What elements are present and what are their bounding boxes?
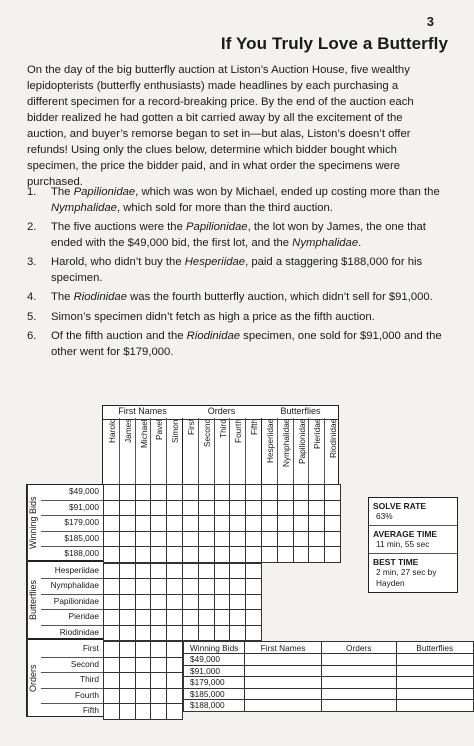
grid-cell[interactable] — [246, 485, 262, 501]
summary-answer-cell[interactable] — [321, 654, 396, 666]
row-divider — [41, 515, 104, 516]
best-time-block — [369, 554, 457, 592]
grid-cell[interactable] — [135, 704, 151, 720]
summary-answer-cell[interactable] — [245, 700, 322, 712]
grid-cell[interactable] — [119, 657, 135, 673]
grid-cell[interactable] — [119, 625, 135, 641]
grid-cell[interactable] — [183, 516, 199, 532]
row-label-bid: $188,000 — [64, 548, 99, 558]
grid-cell[interactable] — [135, 547, 151, 563]
grid-cell[interactable] — [135, 642, 151, 658]
grid-cell[interactable] — [167, 579, 183, 595]
clue-number: 2. — [27, 221, 37, 233]
grid-cell[interactable] — [214, 625, 230, 641]
grid-cell[interactable] — [198, 610, 214, 626]
grid-cell[interactable] — [151, 625, 167, 641]
grid-cell[interactable] — [262, 500, 278, 516]
grid-cell[interactable] — [119, 485, 135, 501]
grid-cell[interactable] — [135, 485, 151, 501]
grid-cell[interactable] — [183, 594, 199, 610]
grid-cell[interactable] — [230, 610, 246, 626]
grid-cell[interactable] — [135, 563, 151, 579]
summary-bid: $49,000 — [184, 654, 245, 666]
logic-grid-block — [103, 484, 183, 563]
grid-cell[interactable] — [230, 547, 246, 563]
summary-answer-cell[interactable] — [245, 688, 322, 700]
column-divider — [135, 418, 136, 484]
grid-cell[interactable] — [214, 485, 230, 501]
grid-cell[interactable] — [119, 563, 135, 579]
summary-header: Winning Bids — [184, 642, 245, 654]
grid-cell[interactable] — [230, 500, 246, 516]
grid-cell[interactable] — [293, 547, 309, 563]
grid-cell[interactable] — [135, 594, 151, 610]
summary-answer-cell[interactable] — [245, 677, 322, 689]
grid-cell[interactable] — [183, 500, 199, 516]
page-number: 3 — [426, 14, 434, 29]
col-label-nymphalidae: Nymphalidae — [280, 419, 291, 468]
grid-cell[interactable] — [104, 563, 120, 579]
grid-cell[interactable] — [198, 579, 214, 595]
grid-cell[interactable] — [104, 625, 120, 641]
grid-cell[interactable] — [104, 516, 120, 532]
logic-grid-block — [182, 563, 262, 642]
logic-grid-block — [261, 484, 341, 563]
row-label-hesperiidae: Hesperiidae — [54, 564, 99, 575]
summary-table — [183, 641, 474, 712]
grid-cell[interactable] — [167, 500, 183, 516]
row-divider — [41, 546, 104, 547]
grid-cell[interactable] — [167, 563, 183, 579]
logic-grid-block — [103, 641, 183, 720]
column-divider — [324, 418, 325, 484]
grid-cell[interactable] — [151, 579, 167, 595]
row-divider — [41, 672, 104, 673]
row-divider — [41, 531, 104, 532]
clue-item — [27, 290, 447, 306]
column-divider — [214, 418, 215, 484]
grid-cell[interactable] — [104, 485, 120, 501]
grid-cell[interactable] — [167, 485, 183, 501]
solve-rate-label: SOLVE RATE — [373, 501, 427, 511]
grid-cell[interactable] — [151, 594, 167, 610]
grid-cell[interactable] — [167, 688, 183, 704]
summary-answer-cell[interactable] — [396, 654, 474, 666]
grid-cell[interactable] — [214, 547, 230, 563]
grid-cell[interactable] — [309, 500, 325, 516]
grid-cell[interactable] — [214, 563, 230, 579]
column-divider — [277, 418, 278, 484]
summary-answer-cell[interactable] — [396, 700, 474, 712]
clue-item — [27, 255, 447, 286]
average-time-label: AVERAGE TIME — [373, 529, 438, 539]
grid-cell[interactable] — [151, 610, 167, 626]
grid-cell[interactable] — [214, 516, 230, 532]
summary-bid: $185,000 — [184, 688, 245, 700]
grid-cell[interactable] — [214, 579, 230, 595]
grid-cell[interactable] — [246, 579, 262, 595]
row-label-bid: $185,000 — [64, 532, 99, 543]
clue-item — [27, 220, 447, 251]
column-divider — [198, 418, 199, 484]
col-label-fifth: Fifth — [249, 419, 260, 436]
grid-cell[interactable] — [325, 531, 341, 547]
group-label-first-names: First Names — [118, 406, 167, 416]
row-label-bid: $179,000 — [64, 517, 99, 527]
puzzle-title: If You Truly Love a Butterfly — [220, 34, 448, 53]
solve-rate-block — [369, 498, 457, 526]
grid-cell[interactable] — [230, 485, 246, 501]
grid-cell[interactable] — [214, 531, 230, 547]
column-divider — [119, 418, 120, 484]
column-divider — [166, 418, 167, 484]
grid-cell[interactable] — [230, 594, 246, 610]
grid-cell[interactable] — [119, 704, 135, 720]
grid-cell[interactable] — [262, 531, 278, 547]
grid-cell[interactable] — [104, 531, 120, 547]
logic-grid-block — [103, 563, 183, 642]
best-time-value: 2 min, 27 sec by Hayden — [376, 567, 437, 588]
average-time-block — [369, 526, 457, 554]
grid-cell[interactable] — [104, 688, 120, 704]
grid-cell[interactable] — [135, 657, 151, 673]
grid-cell[interactable] — [198, 485, 214, 501]
column-group-band — [103, 406, 338, 420]
grid-cell[interactable] — [104, 610, 120, 626]
clue-text: Simon’s specimen didn’t fetch as high a price as the fifth auction. — [51, 310, 375, 323]
grid-cell[interactable] — [277, 516, 293, 532]
column-divider — [182, 418, 183, 484]
grid-cell[interactable] — [167, 704, 183, 720]
summary-answer-cell[interactable] — [321, 700, 396, 712]
logic-grid-block — [182, 484, 262, 563]
summary-header: First Names — [245, 642, 322, 654]
grid-cell[interactable] — [230, 625, 246, 641]
grid-cell[interactable] — [167, 642, 183, 658]
row-group-orders: Orders — [27, 639, 42, 717]
summary-answer-cell[interactable] — [396, 665, 474, 677]
row-divider — [41, 594, 104, 595]
clue-number: 5. — [27, 310, 37, 323]
grid-cell[interactable] — [151, 516, 167, 532]
summary-header: Orders — [321, 642, 396, 654]
grid-cell[interactable] — [151, 500, 167, 516]
grid-cell[interactable] — [277, 547, 293, 563]
grid-cell[interactable] — [167, 673, 183, 689]
clue-text: The Riodinidae was the fourth butterfly auction, which didn’t sell for $91,000. — [51, 291, 433, 303]
grid-cell[interactable] — [246, 625, 262, 641]
grid-cell[interactable] — [183, 485, 199, 501]
grid-cell[interactable] — [167, 594, 183, 610]
column-divider — [308, 418, 309, 484]
grid-cell[interactable] — [183, 531, 199, 547]
column-divider — [229, 418, 230, 484]
row-divider — [41, 609, 104, 610]
row-divider — [41, 703, 104, 704]
column-divider — [245, 418, 246, 484]
row-divider — [41, 578, 104, 579]
grid-cell[interactable] — [167, 657, 183, 673]
row-divider — [41, 688, 104, 689]
grid-cell[interactable] — [214, 610, 230, 626]
summary-answer-cell[interactable] — [245, 654, 322, 666]
grid-cell[interactable] — [198, 531, 214, 547]
grid-cell[interactable] — [309, 547, 325, 563]
grid-cell[interactable] — [277, 485, 293, 501]
grid-cell[interactable] — [230, 531, 246, 547]
summary-bid: $91,000 — [184, 665, 245, 677]
row-group-winning-bids: Winning Bids — [27, 484, 42, 561]
grid-cell[interactable] — [183, 610, 199, 626]
summary-bid: $188,000 — [184, 700, 245, 712]
grid-cell[interactable] — [325, 516, 341, 532]
grid-cell[interactable] — [167, 610, 183, 626]
grid-cell[interactable] — [183, 563, 199, 579]
grid-cell[interactable] — [293, 500, 309, 516]
grid-cell[interactable] — [198, 594, 214, 610]
col-label-second: Second — [201, 419, 212, 448]
col-label-first: First — [186, 419, 196, 436]
grid-cell[interactable] — [135, 579, 151, 595]
summary-bid: $179,000 — [184, 677, 245, 689]
col-label-fourth: Fourth — [233, 419, 244, 443]
grid-cell[interactable] — [135, 500, 151, 516]
grid-cell[interactable] — [119, 642, 135, 658]
grid-cell[interactable] — [119, 500, 135, 516]
row-label-pieridae: Pieridae — [68, 611, 99, 621]
grid-cell[interactable] — [214, 594, 230, 610]
grid-cell[interactable] — [246, 547, 262, 563]
grid-cell[interactable] — [151, 673, 167, 689]
summary-answer-cell[interactable] — [396, 688, 474, 700]
row-group-butterflies: Butterflies — [27, 561, 42, 639]
col-label-third: Third — [217, 419, 228, 438]
clue-number: 1. — [27, 186, 37, 198]
col-label-pavel: Pavel — [154, 419, 165, 440]
grid-cell[interactable] — [293, 531, 309, 547]
summary-answer-cell[interactable] — [245, 665, 322, 677]
grid-cell[interactable] — [119, 579, 135, 595]
grid-cell[interactable] — [277, 500, 293, 516]
col-label-simon: Simon — [170, 419, 181, 443]
row-label-riodinidae: Riodinidae — [59, 626, 99, 637]
clue-text: Harold, who didn’t buy the Hesperiidae, paid a staggering $188,000 for his specimen. — [51, 256, 423, 284]
clue-text: Of the fifth auction and the Riodinidae specimen, one sold for $91,000 and the other went for $179,000. — [51, 330, 442, 358]
summary-answer-cell[interactable] — [321, 665, 396, 677]
row-divider — [41, 657, 104, 658]
grid-cell[interactable] — [325, 547, 341, 563]
grid-cell[interactable] — [151, 688, 167, 704]
row-label-third: Third — [80, 674, 99, 684]
row-label-papilionidae: Papilionidae — [53, 595, 99, 606]
grid-cell[interactable] — [167, 531, 183, 547]
grid-cell[interactable] — [262, 485, 278, 501]
clue-number: 4. — [27, 291, 37, 303]
grid-cell[interactable] — [309, 531, 325, 547]
clue-item — [27, 310, 447, 326]
col-label-pieridae: Pieridae — [312, 419, 323, 450]
grid-cell[interactable] — [230, 579, 246, 595]
group-label-butterflies: Butterflies — [280, 406, 321, 416]
clue-text: The five auctions were the Papilionidae, the lot won by James, the one that ended with the $49,000 bid, the first lot, and the Nymphalidae. — [51, 221, 426, 249]
clue-list — [27, 185, 447, 364]
grid-cell[interactable] — [198, 500, 214, 516]
grid-cell[interactable] — [151, 485, 167, 501]
best-time-label: BEST TIME — [373, 557, 419, 567]
row-label-bid: $91,000 — [69, 501, 99, 512]
grid-cell[interactable] — [167, 516, 183, 532]
col-label-papilionidae: Papilionidae — [296, 419, 307, 465]
row-label-nymphalidae: Nymphalidae — [50, 580, 99, 590]
grid-cell[interactable] — [135, 531, 151, 547]
grid-cell[interactable] — [151, 642, 167, 658]
grid-cell[interactable] — [119, 547, 135, 563]
grid-cell[interactable] — [104, 500, 120, 516]
grid-cell[interactable] — [262, 547, 278, 563]
summary-answer-cell[interactable] — [396, 677, 474, 689]
col-label-hesperiidae: Hesperiidae — [265, 419, 275, 464]
col-label-harold: Harold — [107, 419, 117, 444]
grid-cell[interactable] — [198, 516, 214, 532]
grid-cell[interactable] — [135, 688, 151, 704]
grid-cell[interactable] — [151, 657, 167, 673]
grid-cell[interactable] — [198, 547, 214, 563]
grid-cell[interactable] — [246, 500, 262, 516]
average-time-value: 11 min, 55 sec — [376, 539, 430, 549]
grid-cell[interactable] — [135, 625, 151, 641]
grid-cell[interactable] — [230, 563, 246, 579]
grid-cell[interactable] — [246, 516, 262, 532]
row-label-fifth: Fifth — [82, 705, 99, 715]
row-label-first: First — [82, 643, 99, 653]
solve-rate-value: 63% — [376, 511, 393, 521]
summary-answer-cell[interactable] — [321, 688, 396, 700]
row-label-bid: $49,000 — [69, 486, 99, 496]
grid-cell[interactable] — [119, 516, 135, 532]
grid-cell[interactable] — [309, 485, 325, 501]
grid-cell[interactable] — [151, 531, 167, 547]
grid-cell[interactable] — [104, 673, 120, 689]
grid-cell[interactable] — [119, 531, 135, 547]
column-divider — [150, 418, 151, 484]
grid-cell[interactable] — [198, 625, 214, 641]
summary-header: Butterflies — [396, 642, 474, 654]
grid-cell[interactable] — [135, 673, 151, 689]
group-label-orders: Orders — [207, 406, 236, 416]
grid-cell[interactable] — [183, 547, 199, 563]
grid-cell[interactable] — [277, 531, 293, 547]
grid-cell[interactable] — [135, 516, 151, 532]
clue-number: 6. — [27, 330, 37, 342]
row-label-second: Second — [70, 658, 99, 669]
clue-number: 3. — [27, 256, 37, 268]
row-label-fourth: Fourth — [75, 689, 99, 700]
grid-cell[interactable] — [151, 704, 167, 720]
grid-cell[interactable] — [119, 673, 135, 689]
grid-cell[interactable] — [214, 500, 230, 516]
grid-cell[interactable] — [309, 516, 325, 532]
grid-cell[interactable] — [104, 657, 120, 673]
intro-paragraph: On the day of the big butterfly auction at Liston’s Auction House, five wealthy lepidopterists (butterfly enthusiasts) made headlines by each purchasing a different specimen for a record-breaking price. By the end of the auction each bidder realized he had gotten a bit carried away by all the excitement of the auction, and buyer’s remorse began to set in—but alas, Liston’s doesn’t offer refunds! Using only the clues below, determine which bidder bought which specimen, the price the bidder paid, and in what order the specimens were purchased. — [27, 64, 414, 188]
column-divider — [261, 418, 262, 484]
col-label-riodinidae: Riodinidae — [328, 419, 339, 459]
grid-cell[interactable] — [183, 579, 199, 595]
grid-cell[interactable] — [230, 516, 246, 532]
grid-cell[interactable] — [135, 610, 151, 626]
grid-cell[interactable] — [151, 563, 167, 579]
clue-item — [27, 329, 447, 360]
clue-text: The Papilionidae, which was won by Michael, ended up costing more than the Nymphalidae, which sold for more than the third auction. — [51, 186, 440, 214]
column-divider — [293, 418, 294, 484]
row-divider — [41, 500, 104, 501]
grid-cell[interactable] — [293, 516, 309, 532]
grid-cell[interactable] — [183, 625, 199, 641]
grid-cell[interactable] — [293, 485, 309, 501]
grid-cell[interactable] — [104, 579, 120, 595]
grid-cell[interactable] — [104, 547, 120, 563]
grid-cell[interactable] — [151, 547, 167, 563]
clue-item — [27, 185, 447, 216]
stats-box — [368, 497, 458, 593]
grid-cell[interactable] — [104, 594, 120, 610]
grid-cell[interactable] — [119, 688, 135, 704]
grid-cell[interactable] — [246, 610, 262, 626]
col-label-michael: Michael — [138, 419, 149, 448]
grid-cell[interactable] — [198, 563, 214, 579]
grid-cell[interactable] — [325, 500, 341, 516]
grid-cell[interactable] — [119, 610, 135, 626]
grid-cell[interactable] — [262, 516, 278, 532]
grid-cell[interactable] — [246, 563, 262, 579]
grid-cell[interactable] — [167, 547, 183, 563]
col-label-james: James — [122, 419, 133, 444]
grid-cell[interactable] — [119, 594, 135, 610]
grid-cell[interactable] — [104, 642, 120, 658]
grid-cell[interactable] — [325, 485, 341, 501]
row-divider — [41, 625, 104, 626]
grid-cell[interactable] — [167, 625, 183, 641]
grid-cell[interactable] — [246, 531, 262, 547]
summary-answer-cell[interactable] — [321, 677, 396, 689]
grid-cell[interactable] — [246, 594, 262, 610]
grid-cell[interactable] — [104, 704, 120, 720]
